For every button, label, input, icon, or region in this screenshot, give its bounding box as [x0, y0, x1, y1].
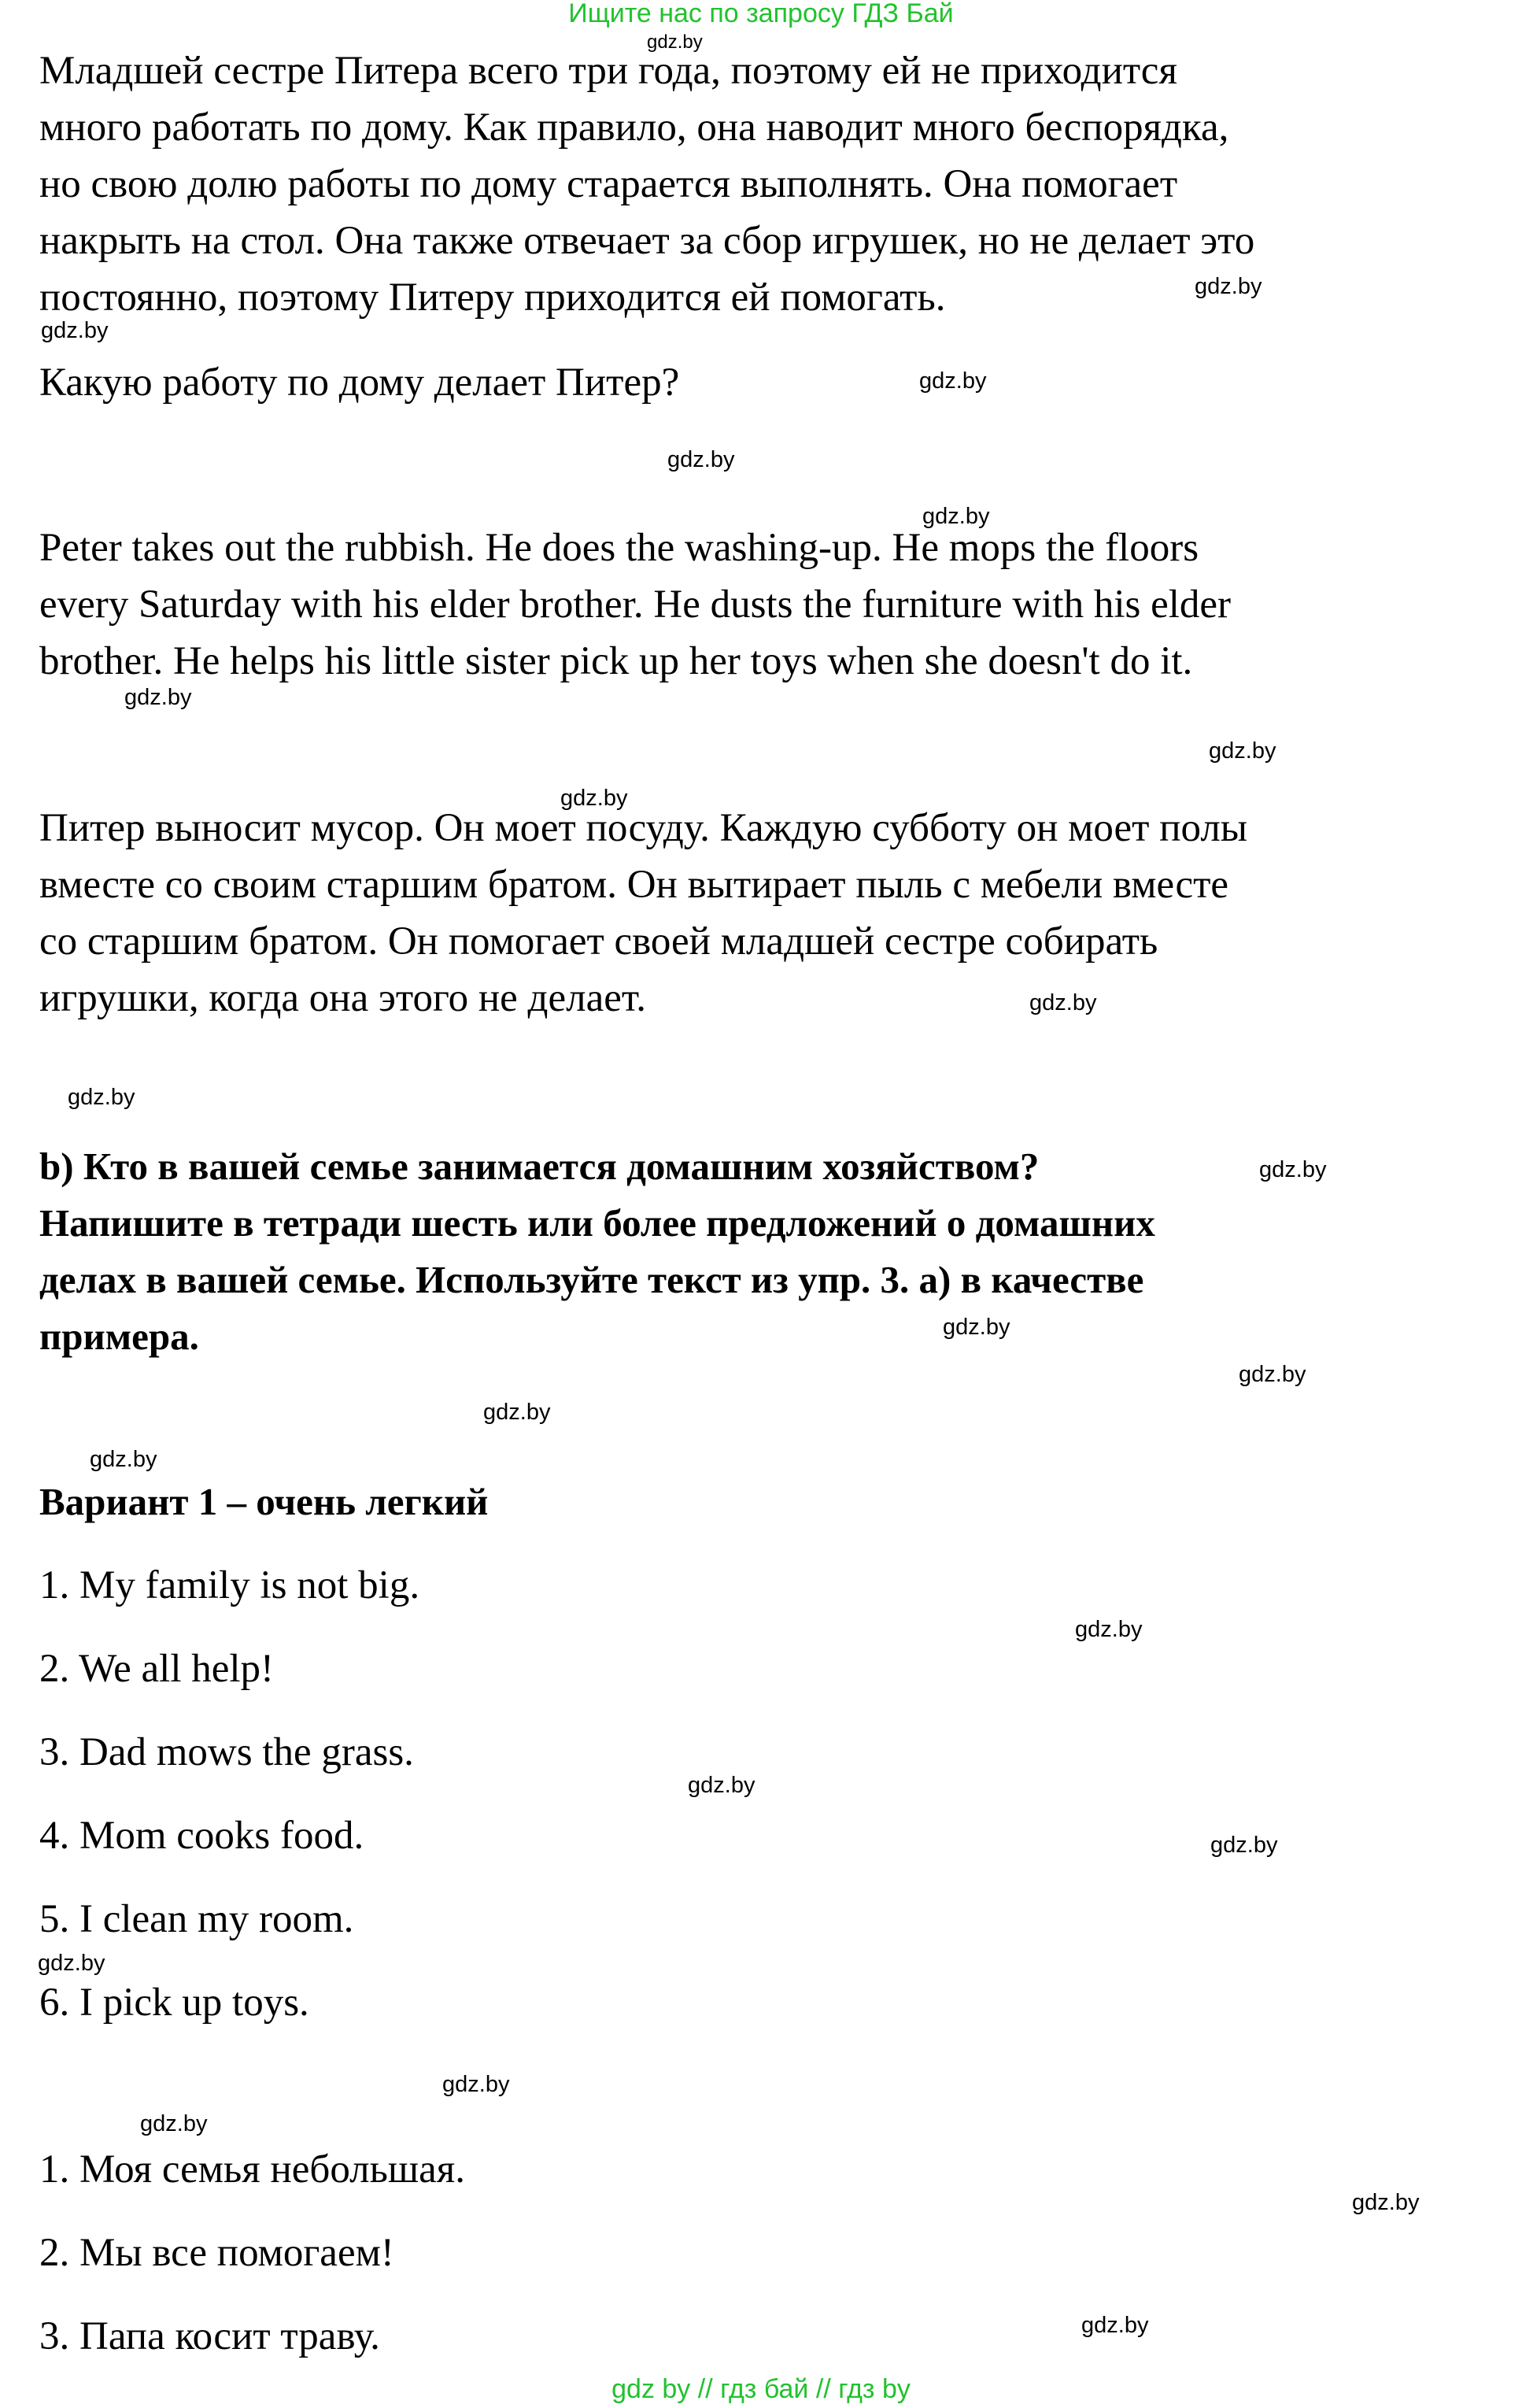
- variant-title: Вариант 1 – очень легкий: [39, 1480, 489, 1523]
- watermark: gdz.by: [1352, 2190, 1420, 2215]
- watermark: gdz.by: [647, 31, 703, 53]
- watermark: gdz.by: [140, 2111, 208, 2136]
- search-hint: Ищите нас по запросу ГДЗ Бай: [568, 0, 954, 28]
- watermark: gdz.by: [1195, 274, 1262, 299]
- watermark: gdz.by: [1259, 1157, 1327, 1182]
- footer-links: gdz by // гдз бай // гдз by: [611, 2374, 911, 2404]
- list-item: 1. My family is not big.: [39, 1563, 420, 1607]
- watermark: gdz.by: [1210, 1833, 1278, 1858]
- answer-ru-line: Питер выносит мусор. Он моет посуду. Каждую субботу он моет полы: [39, 806, 1248, 850]
- list-item: 6. I pick up toys.: [39, 1981, 309, 2025]
- answer-ru-line: со старшим братом. Он помогает своей младшей сестре собирать: [39, 919, 1158, 964]
- watermark: gdz.by: [483, 1400, 551, 1425]
- task-b-line: b) Кто в вашей семье занимается домашним хозяйством?: [39, 1145, 1040, 1188]
- list-item: 1. Моя семья небольшая.: [39, 2147, 465, 2192]
- task-b-line: делах в вашей семье. Используйте текст из упр. 3. а) в качестве: [39, 1258, 1144, 1301]
- list-item: 2. Мы все помогаем!: [39, 2231, 394, 2275]
- watermark: gdz.by: [560, 786, 628, 811]
- paragraph-ru-line: много работать по дому. Как правило, она наводит много беспорядка,: [39, 105, 1229, 150]
- list-item: 3. Dad mows the grass.: [39, 1730, 414, 1774]
- watermark: gdz.by: [922, 504, 990, 529]
- list-item: 3. Папа косит траву.: [39, 2314, 380, 2358]
- answer-ru-line: игрушки, когда она этого не делает.: [39, 976, 647, 1020]
- paragraph-ru-line: но свою долю работы по дому старается выполнять. Она помогает: [39, 162, 1178, 206]
- list-item: 5. I clean my room.: [39, 1897, 354, 1941]
- watermark: gdz.by: [68, 1085, 135, 1110]
- answer-en-line: every Saturday with his elder brother. He dusts the furniture with his elder: [39, 583, 1232, 627]
- task-b-line: Напишите в тетради шесть или более предложений о домашних: [39, 1201, 1155, 1245]
- paragraph-ru-line: постоянно, поэтому Питеру приходится ей помогать.: [39, 276, 946, 320]
- watermark: gdz.by: [1075, 1617, 1143, 1642]
- list-item: 2. We all help!: [39, 1647, 275, 1691]
- answer-en-line: Peter takes out the rubbish. He does the washing-up. He mops the floors: [39, 526, 1199, 570]
- watermark: gdz.by: [90, 1447, 157, 1472]
- watermark: gdz.by: [667, 447, 735, 472]
- question: Какую работу по дому делает Питер?: [39, 361, 680, 405]
- watermark: gdz.by: [943, 1315, 1010, 1340]
- watermark: gdz.by: [1239, 1362, 1306, 1387]
- watermark: gdz.by: [41, 318, 109, 343]
- watermark: gdz.by: [1029, 990, 1097, 1015]
- task-b-line: примера.: [39, 1315, 199, 1358]
- watermark: gdz.by: [1081, 2313, 1149, 2338]
- watermark: gdz.by: [38, 1951, 105, 1976]
- watermark: gdz.by: [124, 685, 192, 710]
- watermark: gdz.by: [442, 2072, 510, 2097]
- paragraph-ru-line: Младшей сестре Питера всего три года, поэтому ей не приходится: [39, 49, 1177, 93]
- paragraph-ru-line: накрыть на стол. Она также отвечает за сбор игрушек, но не делает это: [39, 219, 1255, 263]
- answer-ru-line: вместе со своим старшим братом. Он вытирает пыль с мебели вместе: [39, 863, 1228, 907]
- list-item: 4. Mom cooks food.: [39, 1814, 364, 1858]
- watermark: gdz.by: [1209, 738, 1276, 764]
- watermark: gdz.by: [688, 1773, 755, 1798]
- watermark: gdz.by: [919, 368, 987, 394]
- answer-en-line: brother. He helps his little sister pick up her toys when she doesn't do it.: [39, 639, 1193, 683]
